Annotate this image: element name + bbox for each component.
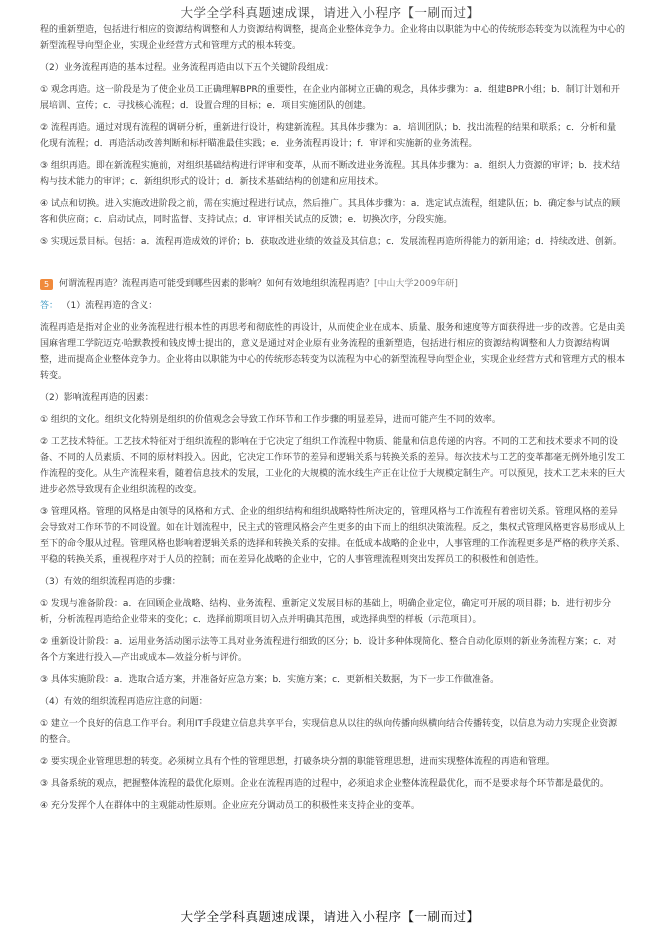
note-item: ④ 充分发挥个人在群体中的主观能动性原则。企业应充分调动员工的积极性来支持企业的变革。 [40, 801, 420, 811]
note-item: ① 建立一个良好的信息工作平台。利用IT手段建立信息共享平台，实现信息从以往的纵向传播向纵横向结合传播转变，以信息为动力实现企业资源的整合。 [40, 719, 618, 745]
step-item: ③ 具体实施阶段：a．选取合适方案，并准备好应急方案；b．实施方案；c．更新相关数据，为下一步工作做准备。 [40, 675, 500, 685]
bpr-stage-item: ④ 试点和切换。进入实施改进阶段之前，需在实施过程进行试点，然后推广。其具体步骤为：a．选定试点流程，组建队伍；b．确定参与试点的顾客和供应商；c．启动试点，同时监督、支持试点；d．审评相关试点的反馈；e．切换次序，分段实施。 [40, 199, 621, 225]
note-item: ② 要实现企业管理思想的转变。必须树立具有个性的管理思想，打破条块分割的职能管理思想，进而实现整体流程的再造和管理。 [40, 757, 555, 767]
answer-label: 答： [40, 301, 59, 311]
factor-item: ③ 管理风格。管理的风格是由领导的风格和方式、企业的组织结构和组织战略特性所决定的，管理风格与工作流程有着密切关系。管理风格的差异会导致对工作环节的不同设置。如在计划流程中，民主式的管理风格会产生更多的由下而上的组织决策流程。反之，集权式管理风格更容易形成从上至下的命令服从过程。管理风格也影响着逻辑关系的选择和转换关系的安排。在低成本战略的企业中，人事管理的工作流程更多是严格的秩序关系、平稳的转换关系，重视程序对于人员的控制；而在差异化战略的企业中，它的人事管理流程则突出发挥员工的积极性和创造性。 [40, 507, 626, 565]
answer-heading-row [40, 298, 625, 314]
watermark-bottom: 大学全学科真题速成课，请进入小程序【一刷而过】 [180, 909, 480, 924]
answer-heading-factors: （2）影响流程再造的因素： [40, 393, 154, 403]
question-text: 何谓流程再造？流程再造可能受到哪些因素的影响？如何有效地组织流程再造？ [59, 279, 375, 289]
answer-heading-definition: （1）流程再造的含义： [66, 301, 158, 311]
question-number-badge: 5 [40, 279, 53, 290]
step-item: ① 发现与准备阶段：a．在回顾企业战略、结构、业务流程、重新定义发展目标的基础上，明确企业定位，确定可开展的项目群；b．进行初步分析，分析流程再造给企业带来的变化；c．选择前期项目切入点并明确其范围，或选择典型的样板（示范项目）。 [40, 599, 612, 625]
factor-item: ② 工艺技术特征。工艺技术特征对于组织流程的影响在于它决定了组织工作流程中物质、能量和信息传递的内容。不同的工艺和技术要求不同的设备、不同的人员素质、不同的原材料投入。因此，它决定工作环节的差异和逻辑关系与转换关系的差异。每次技术与工艺的变革都毫无例外地引发工作流程的变化。从生产流程来看，随着信息技术的发展，工业化的大规模的流水线生产正在让位于大规模定制生产。可以预见，技术工艺未来的巨大进步必然导致现有企业组织流程的改变。 [40, 437, 626, 495]
step-item: ② 重新设计阶段：a．运用业务活动图示法等工具对业务流程进行细致的区分；b．设计多种体现简化、整合自动化原则的新业务流程方案；c．对各个方案进行投入—产出或成本—效益分析与评价。 [40, 637, 617, 663]
bpr-stage-item: ③ 组织再造。即在新流程实施前，对组织基础结构进行评审和变革，从而不断改进业务流程。其具体步骤为：a．组织人力资源的审评；b．技术结构与技术能力的审评；c．新组织形式的设计；d．新技术基础结构的创建和应用技术。 [40, 161, 621, 187]
bpr-stage-item: ② 流程再造。通过对现有流程的调研分析，重新进行设计，构建新流程。其具体步骤为：a．培训团队；b．找出流程的结果和联系；c．分析和量化现有流程；d．再造活动改善判断和标杆瞄准最佳实践；e．业务流程再设计；f．审评和实施新的业务流程。 [40, 123, 617, 149]
bpr-stage-item: ⑤ 实现远景目标。包括：a．流程再造成效的评价；b．获取改进业绩的效益及其信息；c．发展流程再造所得能力的新用途；d．持续改进、创新。 [40, 237, 622, 247]
question-source: [中山大学2009年研] [374, 279, 458, 289]
question-row [40, 276, 625, 292]
answer-heading-notes: （4）有效的组织流程再造应注意的问题： [40, 697, 208, 707]
bpr-stage-item: ① 观念再造。这一阶段是为了使企业员工正确理解BPR的重要性，在企业内部树立正确的观念，具体步骤为：a．组建BPR小组；b．制订计划和开展培训、宣传；c．寻找核心流程；d．设置合理的目标；e．项目实施团队的创建。 [40, 85, 620, 111]
note-item: ③ 具备系统的观点，把握整体流程的最优化原则。企业在流程再造的过程中，必须追求企业整体流程最优化，而不是要求每个环节都是最优的。 [40, 779, 609, 789]
answer-definition-paragraph: 流程再造是指对企业的业务流程进行根本性的再思考和彻底性的再设计，从而使企业在成本、质量、服务和速度等方面获得进一步的改善。它是由美国麻省理工学院迈克·哈默教授和钱皮博士提出的，意义是通过对企业原有业务流程的重新塑造，包括进行相应的资源结构调整和人力资源结构调整，进而提高企业整体竞争力。企业将由以职能为中心的传统形态转变为以流程为中心的新型流程导向型企业，实现企业经营方式和管理方式的根本转变。 [40, 323, 626, 381]
factor-item: ① 组织的文化。组织文化特别是组织的价值观念会导致工作环节和工作步骤的明显差异，进而可能产生不同的效率。 [40, 415, 501, 425]
intro-paragraph: 程的重新塑造，包括进行相应的资源结构调整和人力资源结构调整，提高企业整体竞争力。企业将由以职能为中心的传统形态转变为以流程为中心的新型流程导向型企业，实现企业经营方式和管理方式的根本转变。 [40, 25, 626, 51]
answer-heading-steps: （3）有效的组织流程再造的步骤： [40, 577, 181, 587]
watermark-top: 大学全学科真题速成课，请进入小程序【一刷而过】 [180, 5, 480, 20]
document-content [40, 22, 625, 814]
section-heading-bpr-process: （2）业务流程再造的基本过程。业务流程再造由以下五个关键阶段组成： [40, 63, 334, 73]
